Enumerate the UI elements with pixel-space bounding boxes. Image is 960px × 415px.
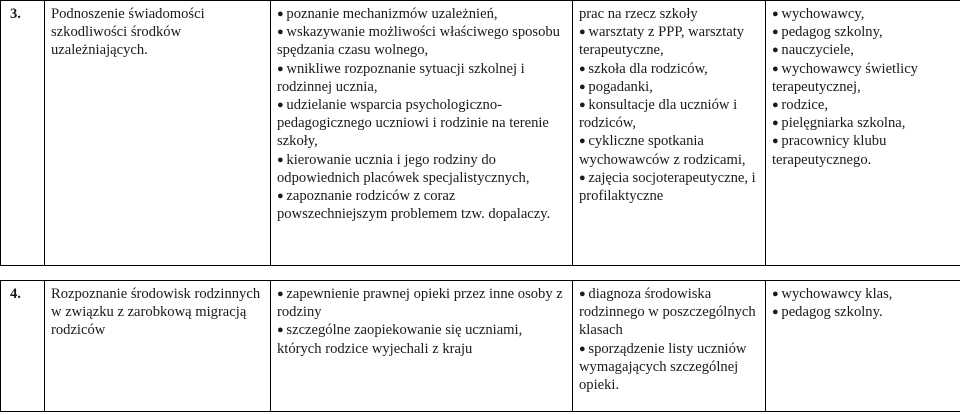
list-item: ● zajęcia socjoterapeutyczne, i profilaktyczne [579,169,759,205]
list-item: ● udzielanie wsparcia psychologiczno-pedagogicznego uczniowi i rodzinie na terenie szkoły, [277,96,566,151]
list-item: ● wychowawcy klas, [772,285,956,303]
list-item: ● pielęgniarka szkolna, [772,114,956,132]
list-item: ● warsztaty z PPP, warsztaty terapeutyczne, [579,23,759,59]
list-item: ● wychowawcy świetlicy terapeutycznej, [772,60,956,96]
row-separator [1,266,960,281]
list-item: ● pogadanki, [579,78,759,96]
goal-cell: Rozpoznanie środowisk rodzinnych w związku z zarobkową migracją rodziców [45,281,271,412]
row-number: 3. [1,1,45,266]
list-item: ● poznanie mechanizmów uzależnień, [277,5,566,23]
list-item: ● zapewnienie prawnej opieki przez inne osoby z rodziny [277,285,566,321]
list-item: ● pedagog szkolny. [772,303,956,321]
list-item: ● sporządzenie listy uczniów wymagających szczególnej opieki. [579,340,759,395]
list-item: ● kierowanie ucznia i jego rodziny do odpowiednich placówek specjalistycznych, [277,151,566,187]
row-number: 4. [1,281,45,412]
list-item: ● pracownicy klubu terapeutycznego. [772,132,956,168]
list-item: ● szkoła dla rodziców, [579,60,759,78]
list-item: ● wnikliwe rozpoznanie sytuacji szkolnej i rodzinnej ucznia, [277,60,566,96]
list-item: ● diagnoza środowiska rodzinnego w poszczególnych klasach [579,285,759,340]
goal-cell: Podnoszenie świadomości szkodliwości środków uzależniających. [45,1,271,266]
forms-intro: prac na rzecz szkoły [579,6,698,22]
list-item: ● pedagog szkolny, [772,23,956,41]
responsible-cell [766,1,960,266]
tasks-cell [271,281,573,412]
list-item: ● cykliczne spotkania wychowawców z rodzicami, [579,132,759,168]
responsible-cell [766,281,960,412]
list-item: ● rodzice, [772,96,956,114]
list-item: ● konsultacje dla uczniów i rodziców, [579,96,759,132]
list-item: ● zapoznanie rodziców z coraz powszechniejszym problemem tzw. dopalaczy. [277,187,566,223]
table-row [1,1,960,266]
forms-cell [573,281,766,412]
tasks-cell [271,1,573,266]
table-row [1,281,960,412]
list-item: ● nauczyciele, [772,41,956,59]
forms-cell [573,1,766,266]
list-item: ● wychowawcy, [772,5,956,23]
list-item: ● wskazywanie możliwości właściwego sposobu spędzania czasu wolnego, [277,23,566,59]
list-item: ● szczególne zaopiekowanie się uczniami, których rodzice wyjechali z kraju [277,321,566,357]
